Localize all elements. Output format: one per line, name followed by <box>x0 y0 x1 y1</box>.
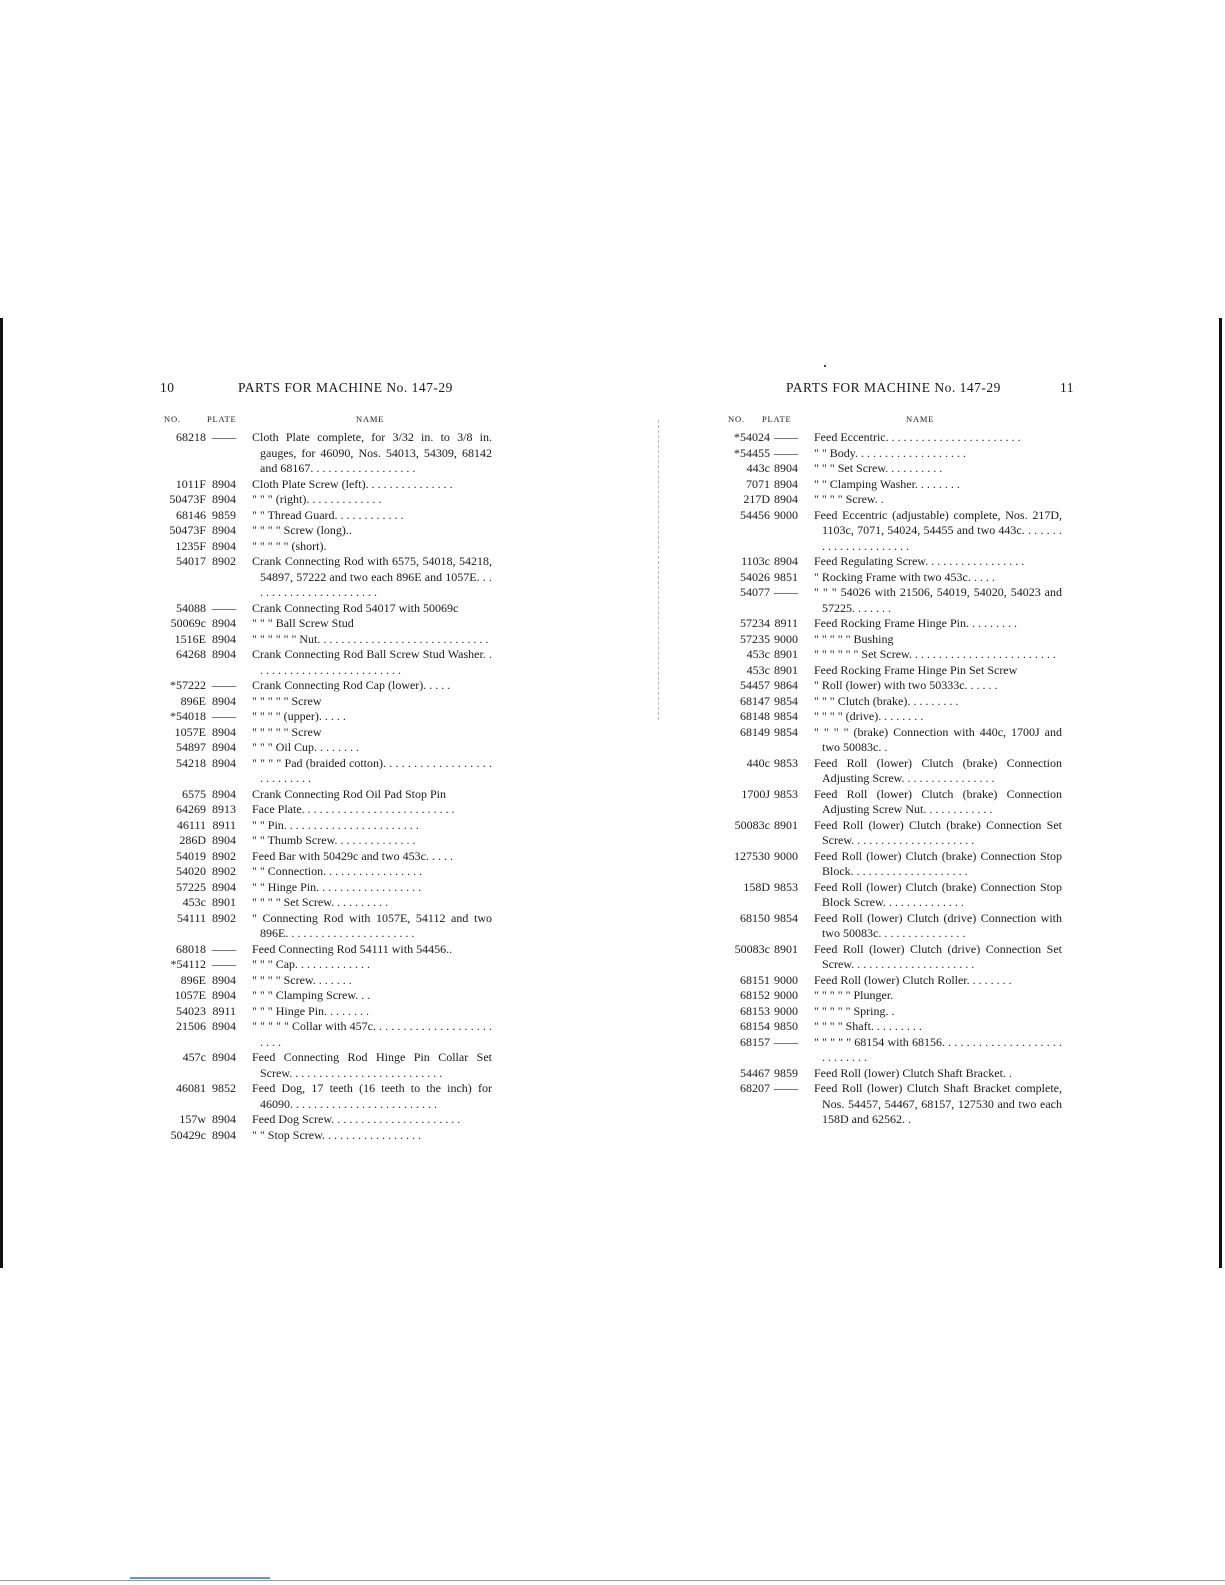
part-name: " " Thread Guard. . . . . . . . . . . . <box>252 507 404 522</box>
part-number: 68218 <box>176 430 206 444</box>
plate-number: 8901 <box>774 817 798 832</box>
part-number: 50083c <box>734 941 770 956</box>
part-number: 1516E <box>174 631 206 646</box>
part-number: 127530 <box>734 848 770 863</box>
column-header-name: NAME <box>356 414 385 424</box>
plate-number: 8904 <box>774 554 798 568</box>
plate-number: 8901 <box>774 647 798 661</box>
part-name: " Roll (lower) with two 50333c. . . . . . <box>814 678 998 692</box>
table-row <box>160 802 492 818</box>
part-number: 57235 <box>740 631 770 646</box>
table-row <box>160 508 492 524</box>
part-number: 68153 <box>740 1003 770 1018</box>
table-row <box>720 430 1062 446</box>
part-name: Feed Roll (lower) Clutch (brake) Connection Stop Block. . . . . . . . . . . . . . . . . . . . <box>814 848 1062 878</box>
table-row <box>720 725 1062 756</box>
part-name: " " Hinge Pin. . . . . . . . . . . . . . . . . . <box>252 879 422 894</box>
part-name: Crank Connecting Rod with 6575, 54018, 54218, 54897, 57222 and two each 896E and 1057E. . . . . . . . . . . . . . . . . . . . . . . <box>252 554 492 599</box>
table-row <box>720 446 1062 462</box>
table-row <box>160 911 492 942</box>
part-number: 54026 <box>740 569 770 584</box>
part-name: Feed Roll (lower) Clutch Shaft Bracket. . <box>814 1065 1012 1080</box>
table-row <box>160 554 492 601</box>
table-row <box>160 1081 492 1112</box>
table-row <box>160 492 492 508</box>
part-name: Feed Eccentric (adjustable) complete, Nos. 217D, 1103c, 7071, 54024, 54455 and two 443c. . . . . . . . . . . . . . . . . . . . . . <box>814 507 1062 553</box>
part-name: " " " " Set Screw. . . . . . . . . . <box>252 895 389 909</box>
part-number: 1011F <box>175 476 206 491</box>
plate-number: 8902 <box>212 864 236 878</box>
part-number: 54456 <box>740 507 770 522</box>
part-name: " " " 54026 with 21506, 54019, 54020, 54023 and 57225. . . . . . . <box>814 585 1062 615</box>
plate-number: 8904 <box>212 833 236 847</box>
part-name: Feed Bar with 50429c and two 453c. . . . . <box>252 848 453 863</box>
part-name: " " " " Screw (long).. <box>252 523 352 537</box>
part-name: " " " Oil Cup. . . . . . . . <box>252 740 360 754</box>
table-row <box>160 833 492 849</box>
part-number: 54023 <box>176 1003 206 1018</box>
table-row <box>160 988 492 1004</box>
plate-number: 9000 <box>774 631 798 646</box>
plate-number: —— <box>212 678 236 692</box>
plate-number: —— <box>212 600 236 615</box>
column-header-no: NO. <box>164 414 181 424</box>
plate-number: 9852 <box>212 1081 236 1095</box>
table-row <box>720 818 1062 849</box>
table-row <box>720 554 1062 570</box>
part-name: " " " Hinge Pin. . . . . . . . <box>252 1003 370 1018</box>
page-number: 11 <box>1060 380 1074 395</box>
part-number: 457c <box>182 1050 206 1064</box>
part-number: 50473F <box>169 492 206 506</box>
part-number: 68148 <box>740 709 770 723</box>
part-number: 68207 <box>740 1081 770 1095</box>
part-number: 50429c <box>170 1127 206 1142</box>
plate-number: 8904 <box>212 724 236 739</box>
page-title: PARTS FOR MACHINE No. 147-29 <box>786 380 1001 395</box>
table-row <box>160 725 492 741</box>
part-number: 217D <box>743 492 770 506</box>
plate-number: 9851 <box>774 569 798 584</box>
plate-number: 9853 <box>774 786 798 801</box>
part-name: " " " Ball Screw Stud <box>252 616 354 630</box>
part-name: Crank Connecting Rod Cap (lower). . . . . <box>252 678 451 692</box>
plate-number: 9864 <box>774 678 798 692</box>
plate-number: 8901 <box>212 895 236 909</box>
part-number: 68152 <box>740 988 770 1002</box>
plate-number: 8904 <box>212 693 236 708</box>
part-number: 1057E <box>174 724 206 739</box>
part-name: " " " " " Plunger. <box>814 988 894 1002</box>
part-name: " Rocking Frame with two 453c. . . . . <box>814 569 995 584</box>
part-number: *54018 <box>170 709 206 723</box>
part-number: 453c <box>746 647 770 661</box>
plate-number: —— <box>774 430 798 444</box>
part-number: 157w <box>179 1112 206 1126</box>
table-row <box>720 492 1062 508</box>
part-number: 286D <box>179 833 206 847</box>
plate-number: 9859 <box>774 1065 798 1080</box>
part-name: Face Plate. . . . . . . . . . . . . . . . . . . . . . . . . . <box>252 802 455 816</box>
part-number: 68150 <box>740 910 770 925</box>
table-row <box>160 849 492 865</box>
part-number: 54077 <box>740 585 770 599</box>
part-number: 453c <box>746 662 770 677</box>
table-row <box>160 1019 492 1050</box>
table-row <box>720 988 1062 1004</box>
plate-number: 9000 <box>774 848 798 863</box>
scan-edge-left <box>0 318 3 1268</box>
part-name: Crank Connecting Rod Ball Screw Stud Washer. . . . . . . . . . . . . . . . . . . . . . . . . . <box>252 647 492 677</box>
part-number: 68157 <box>740 1034 770 1049</box>
table-row <box>720 973 1062 989</box>
part-name: Feed Dog Screw. . . . . . . . . . . . . . . . . . . . . . <box>252 1112 461 1126</box>
table-row <box>160 1050 492 1081</box>
part-name: " " " " (brake) Connection with 440c, 1700J and two 50083c. . <box>814 724 1062 754</box>
part-name: Feed Roll (lower) Clutch (brake) Connection Set Screw. . . . . . . . . . . . . . . . . . . . . <box>814 817 1062 847</box>
page-number: 10 <box>160 380 175 395</box>
table-row <box>720 663 1062 679</box>
part-name: Feed Roll (lower) Clutch (brake) Connection Stop Block Screw. . . . . . . . . . . . . . <box>814 879 1062 909</box>
part-name: " " Body. . . . . . . . . . . . . . . . . . . <box>814 445 967 460</box>
part-name: Feed Roll (lower) Clutch (drive) Connection Set Screw. . . . . . . . . . . . . . . . . . . . . <box>814 941 1062 971</box>
part-name: " " Pin. . . . . . . . . . . . . . . . . . . . . . . <box>252 817 419 832</box>
part-number: 54017 <box>176 554 206 568</box>
plate-number: 8904 <box>212 786 236 801</box>
part-number: 68018 <box>176 941 206 956</box>
table-row <box>720 632 1062 648</box>
bottom-rule <box>0 1580 1225 1581</box>
table-row <box>720 508 1062 555</box>
table-row <box>720 461 1062 477</box>
table-row <box>720 585 1062 616</box>
part-name: Crank Connecting Rod 54017 with 50069c <box>252 600 459 615</box>
column-header-name: NAME <box>906 414 935 424</box>
table-row <box>720 787 1062 818</box>
plate-number: 9853 <box>774 755 798 770</box>
part-name: Cloth Plate Screw (left). . . . . . . . . . . . . . . <box>252 476 453 491</box>
plate-number: 8901 <box>774 662 798 677</box>
table-row <box>720 880 1062 911</box>
table-row <box>720 1004 1062 1020</box>
part-name: Feed Rocking Frame Hinge Pin. . . . . . . . . <box>814 616 1017 630</box>
plate-number: 8904 <box>212 1050 236 1064</box>
part-number: 1057E <box>174 988 206 1002</box>
parts-list <box>720 430 1062 1128</box>
table-row <box>160 973 492 989</box>
table-row <box>160 818 492 834</box>
part-name: Feed Regulating Screw. . . . . . . . . . . . . . . . . <box>814 554 1025 568</box>
plate-number: 8904 <box>774 492 798 506</box>
column-header-plate: PLATE <box>762 414 792 424</box>
plate-number: 8902 <box>212 554 236 568</box>
plate-number: 9853 <box>774 879 798 894</box>
part-name: Feed Roll (lower) Clutch (brake) Connection Adjusting Screw Nut. . . . . . . . . . . . <box>814 786 1062 816</box>
part-name: " " " " Screw. . <box>814 492 884 506</box>
part-name: " " " Cap. . . . . . . . . . . . . <box>252 957 371 971</box>
scan-speck <box>824 365 826 367</box>
column-header-no: NO. <box>728 414 745 424</box>
part-name: " " " " " 68154 with 68156. . . . . . . . . . . . . . . . . . . . . . . . . . . . <box>814 1034 1062 1064</box>
part-number: 54088 <box>176 600 206 615</box>
part-name: " " Stop Screw. . . . . . . . . . . . . . . . . <box>252 1127 422 1142</box>
part-number: 54020 <box>176 864 206 878</box>
table-row <box>160 477 492 493</box>
part-number: 1700J <box>741 786 770 801</box>
plate-number: 8904 <box>212 755 236 770</box>
plate-number: 8904 <box>212 523 236 537</box>
part-name: " " " " " " Nut. . . . . . . . . . . . . . . . . . . . . . . . . . . . . <box>252 631 489 646</box>
column-headers <box>720 414 1062 430</box>
plate-number: —— <box>774 445 798 460</box>
table-row <box>720 1081 1062 1128</box>
part-number: 54111 <box>176 910 206 925</box>
running-head <box>160 380 492 402</box>
table-row <box>160 616 492 632</box>
table-row <box>720 1019 1062 1035</box>
plate-number: —— <box>774 585 798 599</box>
part-number: 896E <box>180 693 206 708</box>
part-number: 50083c <box>734 817 770 832</box>
left-page <box>160 380 492 1143</box>
part-name: " " " " Screw. . . . . . . <box>252 972 352 987</box>
part-number: 64268 <box>176 647 206 661</box>
part-number: 68151 <box>740 972 770 987</box>
table-row <box>720 849 1062 880</box>
plate-number: 9000 <box>774 988 798 1002</box>
part-number: 158D <box>743 879 770 894</box>
plate-number: 9850 <box>774 1019 798 1033</box>
plate-number: 8904 <box>212 1019 236 1033</box>
table-row <box>160 709 492 725</box>
table-row <box>720 709 1062 725</box>
part-number: 46081 <box>176 1081 206 1095</box>
part-number: 6575 <box>182 786 206 801</box>
table-row <box>160 756 492 787</box>
part-number: 54457 <box>740 678 770 692</box>
plate-number: 8904 <box>212 492 236 506</box>
part-name: " " " (right). . . . . . . . . . . . . <box>252 492 382 506</box>
part-name: " " Clamping Washer. . . . . . . . <box>814 476 960 491</box>
plate-number: 9854 <box>774 709 798 723</box>
table-row <box>160 895 492 911</box>
table-row <box>720 911 1062 942</box>
part-name: Feed Roll (lower) Clutch Shaft Bracket complete, Nos. 54457, 54467, 68157, 127530 and two each 158D and 62562. . <box>814 1081 1062 1126</box>
part-name: Feed Connecting Rod Hinge Pin Collar Set Screw. . . . . . . . . . . . . . . . . . . . . . . . . . <box>252 1050 492 1080</box>
part-number: 57234 <box>740 616 770 630</box>
part-name: Crank Connecting Rod Oil Pad Stop Pin <box>252 786 447 801</box>
part-number: *54024 <box>734 430 770 444</box>
part-number: 64269 <box>176 802 206 816</box>
part-name: " " " " " Spring. . <box>814 1003 895 1018</box>
table-row <box>160 647 492 678</box>
plate-number: —— <box>212 957 236 971</box>
plate-number: 9000 <box>774 972 798 987</box>
part-name: " " " " Pad (braided cotton). . . . . . . . . . . . . . . . . . . . . . . . . . . <box>252 755 492 785</box>
plate-number: 8904 <box>212 1127 236 1142</box>
part-number: 68154 <box>740 1019 770 1033</box>
plate-number: 8902 <box>212 910 236 925</box>
table-row <box>720 756 1062 787</box>
part-name: " " " " " Bushing <box>814 631 894 646</box>
part-number: 50069c <box>170 616 206 630</box>
part-number: 443c <box>746 461 770 475</box>
part-name: " " " " " Screw <box>252 693 322 708</box>
table-row <box>720 570 1062 586</box>
running-head <box>720 380 1074 402</box>
part-number: 440c <box>746 755 770 770</box>
part-name: " " " Set Screw. . . . . . . . . . <box>814 461 943 475</box>
plate-number: —— <box>774 1081 798 1095</box>
table-row <box>720 694 1062 710</box>
plate-number: 9854 <box>774 910 798 925</box>
table-row <box>720 1035 1062 1066</box>
table-row <box>160 678 492 694</box>
part-number: 68147 <box>740 693 770 708</box>
plate-number: 8904 <box>212 1112 236 1126</box>
part-name: Feed Connecting Rod 54111 with 54456.. <box>252 941 453 956</box>
part-number: *54455 <box>734 445 770 460</box>
parts-list <box>160 430 492 1143</box>
plate-number: 8904 <box>212 740 236 754</box>
part-number: 57225 <box>176 879 206 894</box>
plate-number: 8901 <box>774 941 798 956</box>
scan-edge-right <box>1219 318 1222 1268</box>
table-row <box>160 957 492 973</box>
part-number: 7071 <box>746 476 770 491</box>
part-number: 54467 <box>740 1065 770 1080</box>
column-headers <box>160 414 492 430</box>
part-name: " " " Clamping Screw. . . <box>252 988 371 1002</box>
part-name: Feed Rocking Frame Hinge Pin Set Screw <box>814 662 1018 677</box>
page-title: PARTS FOR MACHINE No. 147-29 <box>238 380 453 395</box>
plate-number: —— <box>212 430 236 444</box>
part-name: " " " " " " Set Screw. . . . . . . . . . . . . . . . . . . . . . . . . <box>814 647 1056 661</box>
table-row <box>720 477 1062 493</box>
plate-number: 9000 <box>774 507 798 522</box>
plate-number: —— <box>212 941 236 956</box>
plate-number: 9854 <box>774 724 798 739</box>
plate-number: —— <box>774 1034 798 1049</box>
plate-number: 8911 <box>212 1003 236 1018</box>
part-number: 54019 <box>176 848 206 863</box>
plate-number: 8902 <box>212 848 236 863</box>
plate-number: 8904 <box>774 461 798 475</box>
part-number: 21506 <box>176 1019 206 1033</box>
bottom-link-bar[interactable] <box>130 1577 270 1579</box>
table-row <box>160 1004 492 1020</box>
plate-number: 9859 <box>212 507 236 522</box>
part-number: 453c <box>182 895 206 909</box>
plate-number: 9854 <box>774 693 798 708</box>
part-name: " " " Clutch (brake). . . . . . . . . <box>814 693 959 708</box>
part-name: Feed Roll (lower) Clutch (drive) Connection with two 50083c. . . . . . . . . . . . . . . <box>814 910 1062 940</box>
part-name: " Connecting Rod with 1057E, 54112 and two 896E. . . . . . . . . . . . . . . . . . . . . . <box>252 910 492 940</box>
part-name: " " " " (drive). . . . . . . . <box>814 709 924 723</box>
plate-number: 9000 <box>774 1003 798 1018</box>
plate-number: 8904 <box>212 972 236 987</box>
table-row <box>160 1112 492 1128</box>
table-row <box>160 632 492 648</box>
plate-number: 8904 <box>212 879 236 894</box>
column-header-plate: PLATE <box>207 414 237 424</box>
part-number: 1235F <box>175 538 206 553</box>
part-name: Feed Dog, 17 teeth (16 teeth to the inch) for 46090. . . . . . . . . . . . . . . . . . . . . . . . . <box>252 1081 492 1111</box>
part-number: 896E <box>180 972 206 987</box>
table-row <box>160 864 492 880</box>
part-number: 46111 <box>176 817 206 832</box>
part-name: Cloth Plate complete, for 3/32 in. to 3/8 in. gauges, for 46090, Nos. 54013, 54309, 68142 and 68167. . . . . . . . . . . . . . . . . . <box>252 430 492 475</box>
plate-number: 8913 <box>212 802 236 816</box>
plate-number: 8904 <box>212 647 236 661</box>
table-row <box>720 1066 1062 1082</box>
table-row <box>160 787 492 803</box>
part-number: 1103c <box>741 554 770 568</box>
part-number: 68149 <box>740 724 770 739</box>
part-number: *57222 <box>170 678 206 692</box>
part-number: 54218 <box>176 755 206 770</box>
part-name: Feed Roll (lower) Clutch Roller. . . . . . . . <box>814 972 1012 987</box>
part-number: *54112 <box>170 957 206 971</box>
plate-number: 8904 <box>212 631 236 646</box>
part-name: Feed Roll (lower) Clutch (brake) Connection Adjusting Screw. . . . . . . . . . . . . . . . <box>814 755 1062 785</box>
table-row <box>160 880 492 896</box>
plate-number: 8904 <box>212 476 236 491</box>
table-row <box>720 942 1062 973</box>
plate-number: 8904 <box>212 616 236 630</box>
table-row <box>160 694 492 710</box>
part-name: " " Thumb Screw. . . . . . . . . . . . . . <box>252 833 416 847</box>
table-row <box>160 523 492 539</box>
table-row <box>160 601 492 617</box>
part-name: " " " " " Screw <box>252 724 322 739</box>
part-number: 54897 <box>176 740 206 754</box>
plate-number: 8904 <box>774 476 798 491</box>
part-name: " " Connection. . . . . . . . . . . . . . . . . <box>252 864 423 878</box>
table-row <box>720 647 1062 663</box>
table-row <box>720 678 1062 694</box>
table-row <box>160 430 492 477</box>
plate-number: 8904 <box>212 538 236 553</box>
part-name: Feed Eccentric. . . . . . . . . . . . . . . . . . . . . . . <box>814 430 1021 444</box>
page-fold <box>658 420 660 720</box>
table-row <box>160 1128 492 1144</box>
plate-number: 8911 <box>774 616 798 630</box>
plate-number: —— <box>212 709 236 723</box>
plate-number: 8911 <box>212 817 236 832</box>
table-row <box>160 740 492 756</box>
part-name: " " " " " Collar with 457c. . . . . . . . . . . . . . . . . . . . . . . . <box>252 1019 492 1049</box>
plate-number: 8904 <box>212 988 236 1002</box>
part-name: " " " " Shaft. . . . . . . . . <box>814 1019 922 1033</box>
table-row <box>160 942 492 958</box>
part-name: " " " " (upper). . . . . <box>252 709 346 723</box>
part-number: 50473F <box>169 523 206 537</box>
right-page <box>720 380 1074 1128</box>
table-row <box>720 616 1062 632</box>
part-name: " " " " " (short). <box>252 538 327 553</box>
part-number: 68146 <box>176 507 206 522</box>
table-row <box>160 539 492 555</box>
